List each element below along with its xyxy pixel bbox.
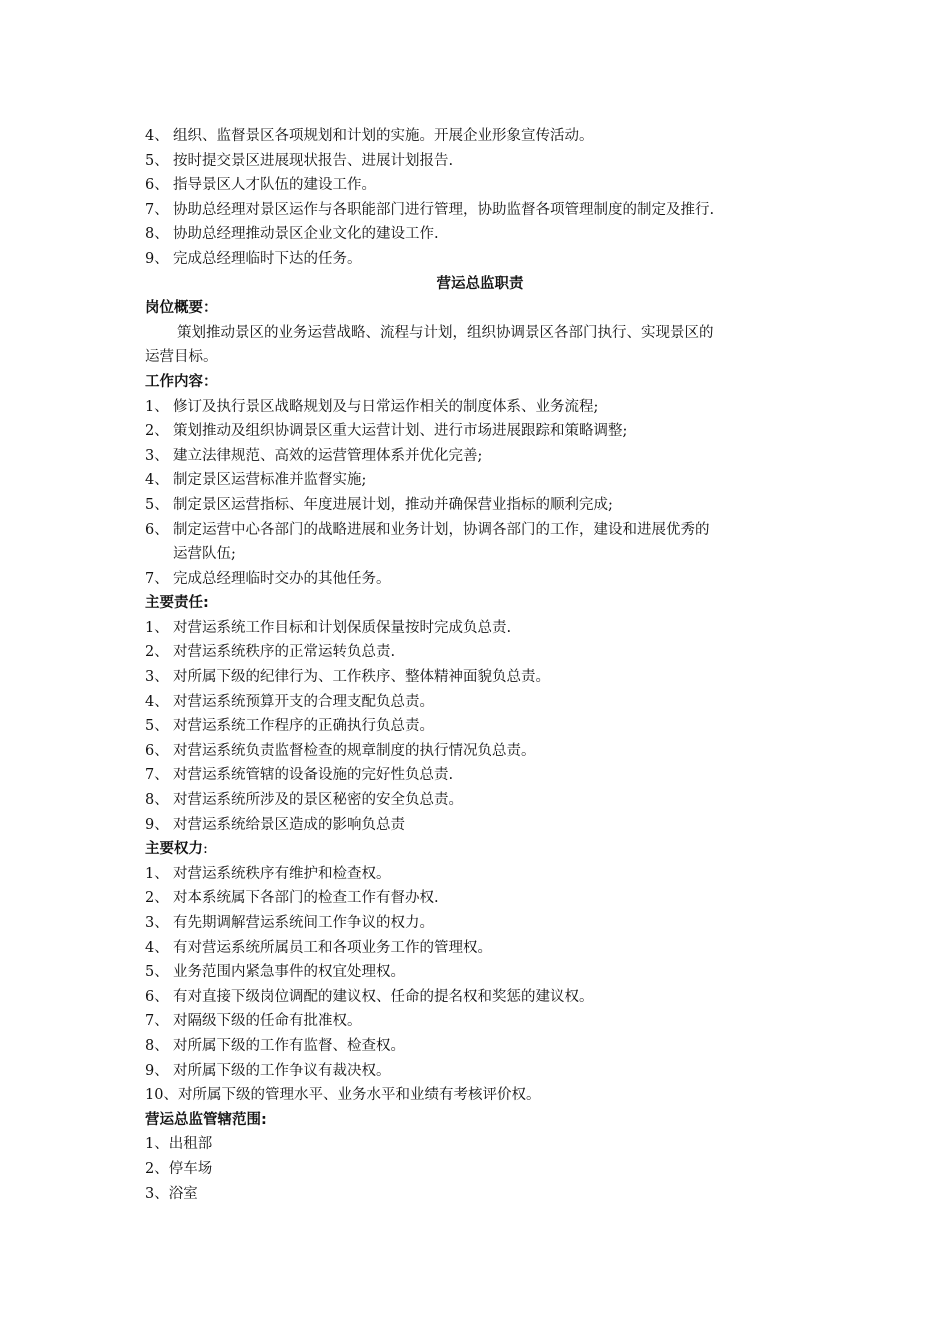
list-item — [145, 1157, 815, 1182]
item-number: 9、 — [145, 1062, 169, 1079]
authority-heading: 主要权力 — [145, 841, 203, 858]
item-text: 停车场 — [168, 1160, 213, 1177]
list-item — [145, 813, 815, 838]
list-item — [145, 788, 815, 813]
item-number: 4、 — [145, 693, 169, 710]
list-item — [145, 960, 815, 985]
item-number: 1、 — [145, 1136, 169, 1153]
item-text: 对所属下级的工作争议有裁决权。 — [173, 1062, 391, 1079]
item-text: 完成总经理临时交办的其他任务。 — [173, 570, 391, 587]
authority-heading-row — [145, 837, 815, 862]
list-item — [145, 936, 815, 961]
list-item — [145, 1083, 815, 1108]
overview-paragraph-line: 运营目标。 — [145, 349, 218, 366]
list-item — [145, 149, 815, 174]
item-number: 6、 — [145, 177, 169, 194]
item-number: 5、 — [145, 152, 169, 169]
responsibility-heading: 主要责任: — [145, 595, 209, 612]
item-text: 对所属下级的工作有监督、检查权。 — [173, 1037, 405, 1054]
item-text: 浴室 — [168, 1185, 198, 1202]
item-number: 6、 — [145, 988, 169, 1005]
scope-heading: 营运总监管辖范围: — [145, 1111, 267, 1128]
item-text: 指导景区人才队伍的建设工作。 — [173, 177, 376, 194]
item-number: 7、 — [145, 1013, 169, 1030]
item-text: 修订及执行景区战略规划及与日常运作相关的制度体系、业务流程; — [173, 398, 599, 415]
item-text: 对本系统属下各部门的检查工作有督办权. — [173, 890, 439, 907]
list-item — [145, 1132, 815, 1157]
item-text: 对所属下级的管理水平、业务水平和业绩有考核评价权。 — [177, 1087, 541, 1104]
item-text: 对营运系统负责监督检查的规章制度的执行情况负总责。 — [173, 742, 536, 759]
list-item — [145, 247, 815, 272]
item-number: 5、 — [145, 496, 169, 513]
item-text: 对营运系统所涉及的景区秘密的安全负总责。 — [173, 792, 463, 809]
item-text: 制定景区运营指标、年度进展计划，推动并确保营业指标的顺利完成; — [173, 496, 613, 513]
item-number: 2、 — [145, 644, 169, 661]
list-item — [145, 616, 815, 641]
item-number: 4、 — [145, 472, 169, 489]
item-number: 1、 — [145, 398, 169, 415]
document-page — [145, 124, 815, 1206]
item-text: 对隔级下级的任命有批准权。 — [173, 1013, 362, 1030]
list-item — [145, 468, 815, 493]
item-number: 3、 — [145, 1185, 169, 1202]
item-number: 5、 — [145, 718, 169, 735]
list-item — [145, 739, 815, 764]
item-number: 6、 — [145, 521, 169, 538]
item-text: 策划推动及组织协调景区重大运营计划、进行市场进展跟踪和策略调整; — [173, 423, 628, 440]
list-item — [145, 493, 815, 518]
item-text: 有对营运系统所属员工和各项业务工作的管理权。 — [173, 939, 492, 956]
list-item — [145, 567, 815, 592]
list-item — [145, 1182, 815, 1207]
list-item — [145, 763, 815, 788]
item-text: 业务范围内紧急事件的权宜处理权。 — [173, 964, 405, 981]
item-number: 3、 — [145, 669, 169, 686]
item-text: 协助总经理对景区运作与各职能部门进行管理，协助监督各项管理制度的制定及推行. — [173, 201, 715, 218]
item-number: 9、 — [145, 250, 169, 267]
list-item — [145, 222, 815, 247]
list-item — [145, 985, 815, 1010]
top-list — [145, 124, 815, 272]
list-item — [145, 714, 815, 739]
item-number: 8、 — [145, 792, 169, 809]
item-number: 3、 — [145, 915, 169, 931]
list-item — [145, 173, 815, 198]
item-text: 对营运系统给景区造成的影响负总责 — [173, 816, 405, 833]
list-item — [145, 1059, 815, 1084]
item-text: 对所属下级的纪律行为、工作秩序、整体精神面貌负总责。 — [173, 669, 550, 686]
list-item — [145, 690, 815, 715]
item-text: 组织、监督景区各项规划和计划的实施。开展企业形象宣传活动。 — [173, 128, 594, 144]
item-number: 8、 — [145, 1037, 169, 1054]
item-text: 制定运营中心各部门的战略进展和业务计划，协调各部门的工作，建设和进展优秀的 — [173, 521, 710, 538]
item-text: 对营运系统预算开支的合理支配负总责。 — [173, 693, 434, 710]
item-number: 10、 — [145, 1087, 178, 1104]
list-item — [145, 862, 815, 887]
item-number: 2、 — [145, 1160, 169, 1177]
list-item — [145, 886, 815, 911]
document-title: 营运总监职责 — [436, 275, 524, 292]
list-item — [145, 395, 815, 420]
item-text: 对营运系统工作目标和计划保质保量按时完成负总责. — [173, 619, 512, 636]
item-number: 7、 — [145, 767, 169, 784]
item-text: 对营运系统管辖的设备设施的完好性负总责. — [173, 767, 454, 784]
list-item — [145, 444, 815, 469]
item-text: 协助总经理推动景区企业文化的建设工作. — [173, 226, 439, 243]
item-number: 1、 — [145, 865, 169, 882]
item-number: 2、 — [145, 890, 169, 907]
item-text: 有对直接下级岗位调配的建议权、任命的提名权和奖惩的建议权。 — [173, 988, 594, 1005]
list-item — [145, 665, 815, 690]
list-item — [145, 124, 815, 149]
item-text: 建立法律规范、高效的运营管理体系并优化完善; — [173, 447, 483, 464]
list-item-continuation: 运营队伍; — [173, 546, 236, 563]
list-item — [145, 198, 815, 223]
item-number: 9、 — [145, 816, 169, 833]
list-item — [145, 1009, 815, 1034]
item-text: 按时提交景区进展现状报告、进展计划报告. — [173, 152, 454, 169]
item-number: 5、 — [145, 964, 169, 981]
list-item — [145, 518, 815, 543]
item-text: 制定景区运营标准并监督实施; — [173, 472, 367, 489]
list-item — [145, 419, 815, 444]
item-text: 有先期调解营运系统间工作争议的权力。 — [173, 915, 434, 931]
list-item — [145, 1034, 815, 1059]
item-text: 完成总经理临时下达的任务。 — [173, 250, 362, 267]
item-number: 1、 — [145, 619, 169, 636]
work-heading: 工作内容： — [145, 373, 218, 390]
list-item — [145, 640, 815, 665]
item-text: 对营运系统工作程序的正确执行负总责。 — [173, 718, 434, 735]
item-number: 4、 — [145, 939, 169, 956]
item-number: 7、 — [145, 201, 169, 218]
item-number: 8、 — [145, 226, 169, 243]
item-number: 4、 — [145, 128, 169, 144]
item-number: 7、 — [145, 570, 169, 587]
item-number: 2、 — [145, 423, 169, 440]
item-number: 3、 — [145, 447, 169, 464]
overview-heading: 岗位概要： — [145, 300, 218, 317]
item-number: 6、 — [145, 742, 169, 759]
item-text: 对营运系统秩序有维护和检查权。 — [173, 865, 391, 882]
list-item — [145, 911, 815, 936]
item-text: 对营运系统秩序的正常运转负总责. — [173, 644, 396, 661]
overview-paragraph-line: 策划推动景区的业务运营战略、流程与计划，组织协调景区各部门执行、实现景区的 — [177, 324, 714, 341]
authority-heading-colon: : — [203, 841, 208, 858]
item-text: 出租部 — [168, 1136, 213, 1153]
